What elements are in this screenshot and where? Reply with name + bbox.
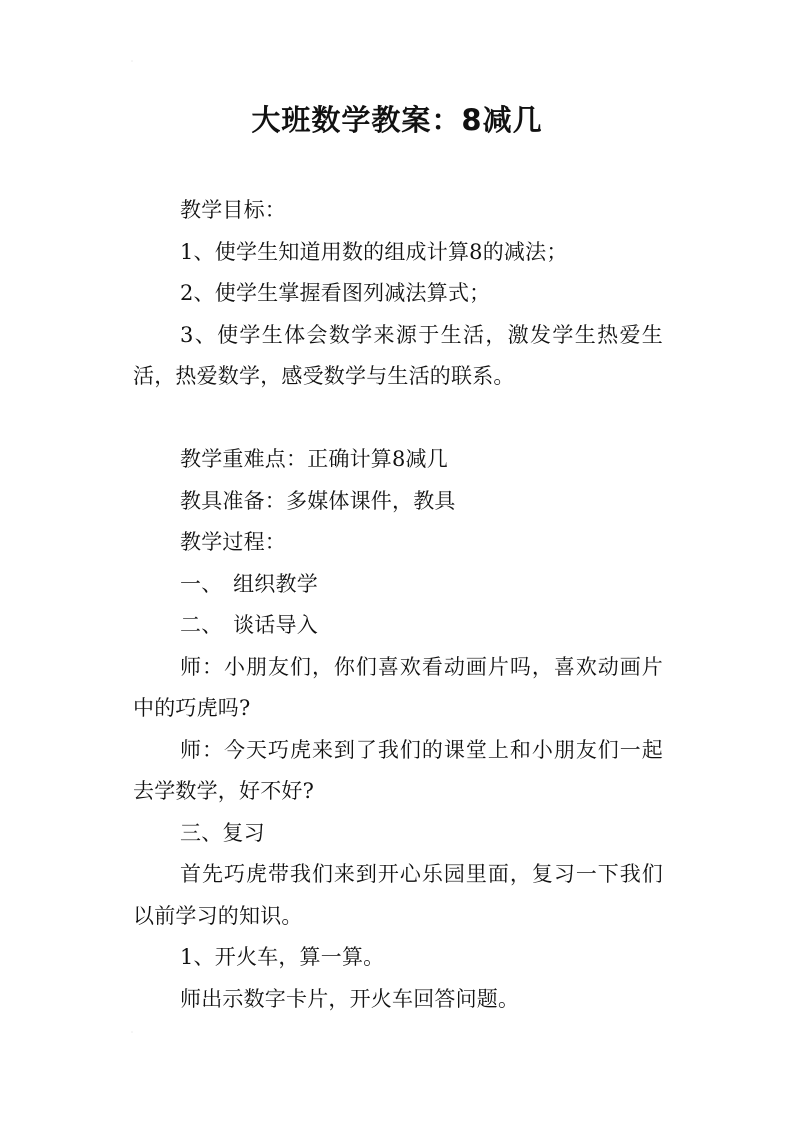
paragraph-objectives-heading: 教学目标： <box>180 198 286 222</box>
paragraph-process-heading: 教学过程： <box>180 530 286 554</box>
corner-crop-mark: ˙ <box>130 1031 134 1040</box>
paragraph-review-intro: 首先巧虎带我们来到开心乐园里面，复习一下我们以前学习的知识。 <box>133 862 663 928</box>
paragraph-step-1: 一、 组织教学 <box>180 571 318 596</box>
document-body <box>133 190 663 1020</box>
blank-line <box>133 398 663 440</box>
corner-crop-mark: ˙ <box>130 60 134 69</box>
document-title: 大班数学教案：8减几 <box>251 103 543 137</box>
paragraph-step-2: 二、 谈话导入 <box>180 613 318 637</box>
paragraph-objective-1: 1、使学生知道用数的组成计算8的减法； <box>180 239 568 264</box>
paragraph-teacher-question-2: 师：今天巧虎来到了我们的课堂上和小朋友们一起去学数学，好不好? <box>133 737 663 803</box>
paragraph-teaching-aids: 教具准备：多媒体课件，教具 <box>180 488 456 513</box>
paragraph-objective-3: 3、使学生体会数学来源于生活，激发学生热爱生活，热爱数学，感受数学与生活的联系。 <box>133 322 663 388</box>
paragraph-train-game: 1、开火车，算一算。 <box>180 945 385 969</box>
paragraph-objective-2: 2、使学生掌握看图列减法算式； <box>180 281 491 305</box>
paragraph-teacher-question-1: 师：小朋友们，你们喜欢看动画片吗，喜欢动画片中的巧虎吗? <box>133 654 663 720</box>
paragraph-step-3: 三、复习 <box>180 820 265 845</box>
paragraph-key-points: 教学重难点：正确计算8减几 <box>180 447 448 471</box>
paragraph-number-cards: 师出示数字卡片，开火车回答问题。 <box>180 986 520 1011</box>
